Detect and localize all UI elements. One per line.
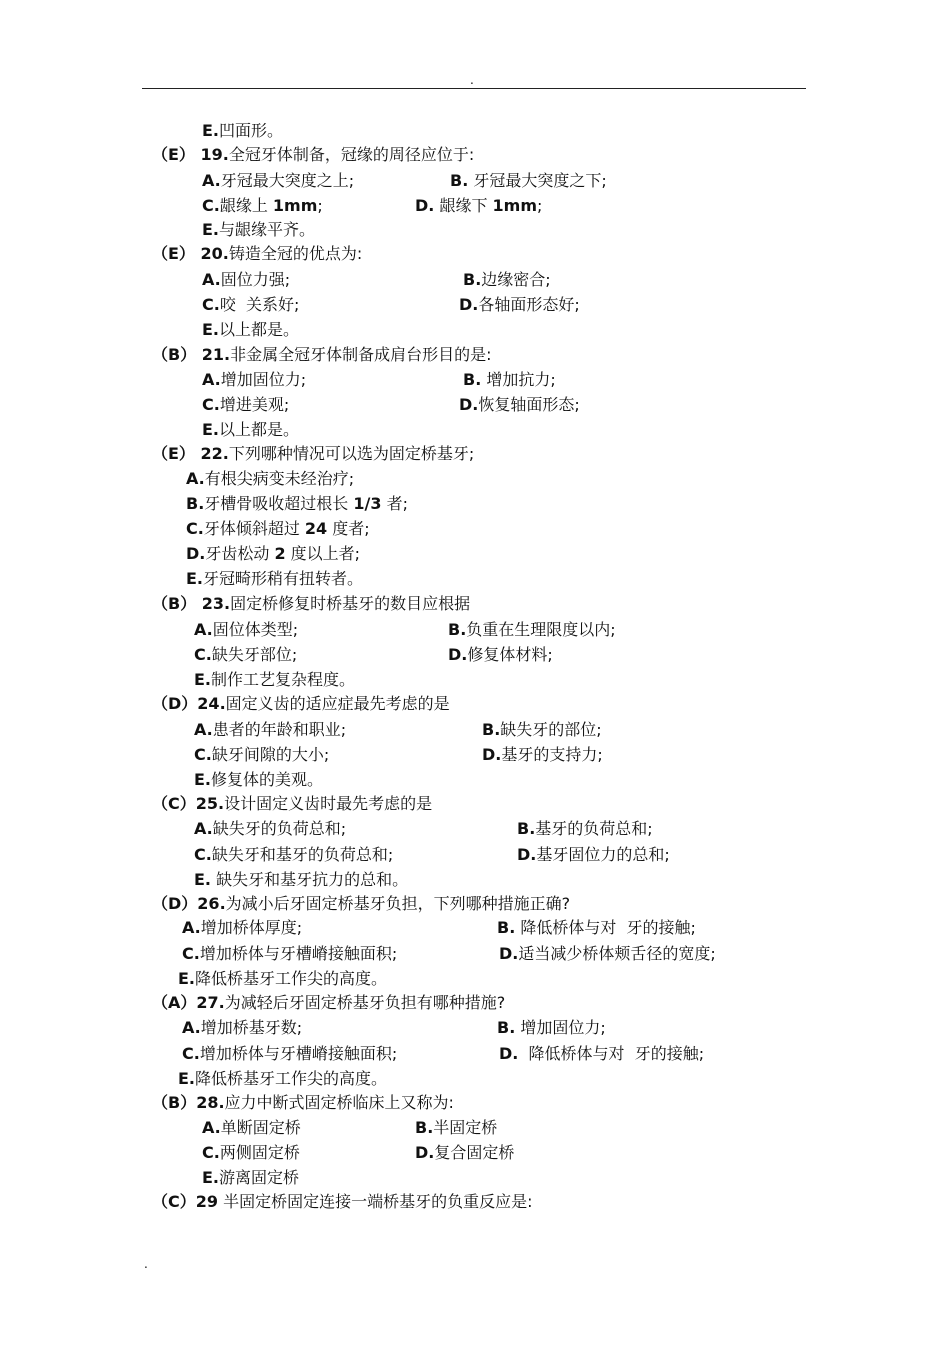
- question-line: [152, 794, 432, 814]
- option-line: [178, 1069, 387, 1089]
- option-line: [497, 918, 696, 938]
- option-line: [202, 420, 299, 440]
- line-text: 凹面形。: [219, 121, 284, 140]
- option-line: [182, 1044, 397, 1064]
- option-line: [186, 569, 363, 589]
- option-line: [448, 645, 553, 665]
- question-line: [152, 345, 492, 365]
- option-line: [202, 320, 299, 340]
- question-line: [152, 145, 474, 165]
- option-label: B.: [450, 171, 469, 190]
- option-line: [202, 121, 283, 141]
- option-label: B.: [448, 620, 467, 639]
- option-line: [186, 469, 354, 489]
- question-number: 27.: [196, 993, 225, 1012]
- option-line: [194, 819, 346, 839]
- option-line: [415, 196, 542, 216]
- line-text: 增进美观;: [219, 395, 290, 414]
- option-line: [202, 395, 289, 415]
- answer-key: （B）: [152, 1093, 197, 1112]
- line-value: 1mm: [272, 196, 318, 215]
- line-text-tail: ;: [537, 196, 543, 215]
- option-label: C.: [186, 519, 204, 538]
- line-text: 负重在生理限度以内;: [466, 620, 616, 639]
- option-label: D.: [186, 544, 206, 563]
- line-value: 2: [274, 544, 286, 563]
- line-text: 应力中断式固定桥临床上又称为:: [224, 1093, 454, 1112]
- option-label: C.: [194, 645, 212, 664]
- line-text: 设计固定义齿时最先考虑的是: [224, 794, 433, 813]
- option-line: [499, 944, 716, 964]
- option-label: D.: [448, 645, 468, 664]
- option-line: [194, 645, 297, 665]
- option-line: [194, 620, 298, 640]
- line-text: 增加桥体厚度;: [200, 918, 303, 937]
- option-label: E.: [178, 1069, 196, 1088]
- line-text: 降低桥基牙工作尖的高度。: [195, 1069, 388, 1088]
- question-number: 29: [195, 1192, 219, 1211]
- header-rule: [142, 88, 806, 89]
- option-label: B.: [463, 270, 482, 289]
- option-line: [202, 171, 354, 191]
- question-number: 23.: [196, 594, 231, 613]
- option-label: C.: [202, 295, 220, 314]
- line-text: 基牙固位力的总和;: [536, 845, 670, 864]
- option-label: D.: [459, 395, 479, 414]
- option-line: [182, 1018, 302, 1038]
- line-text: 全冠牙体制备，冠缘的周径应位于:: [228, 145, 475, 164]
- question-number: 24.: [197, 694, 226, 713]
- option-label: E.: [194, 770, 212, 789]
- line-text: 复合固定桥: [434, 1143, 515, 1162]
- line-text: 半固定桥固定连接一端桥基牙的负重反应是:: [218, 1192, 533, 1211]
- option-label: A.: [202, 270, 221, 289]
- option-line: [186, 519, 370, 539]
- option-label: E.: [186, 569, 204, 588]
- line-text: 游离固定桥: [219, 1168, 300, 1187]
- question-line: [152, 244, 362, 264]
- answer-key: （C）: [152, 794, 196, 813]
- option-line: [202, 270, 290, 290]
- option-label: C.: [202, 196, 220, 215]
- answer-key: （C）: [152, 1192, 196, 1211]
- option-line: [202, 1168, 299, 1188]
- option-label: E.: [202, 121, 220, 140]
- header-dot: .: [470, 73, 474, 87]
- line-text: 牙体倾斜超过: [203, 519, 305, 538]
- option-line: [497, 1018, 606, 1038]
- line-text-tail: 者;: [381, 494, 408, 513]
- option-line: [463, 270, 551, 290]
- option-label: A.: [194, 620, 213, 639]
- question-number: 26.: [197, 894, 226, 913]
- line-text: 缺失牙和基牙的负荷总和;: [211, 845, 394, 864]
- option-line: [202, 370, 306, 390]
- option-label: B.: [497, 918, 516, 937]
- option-label: B.: [482, 720, 501, 739]
- option-line: [186, 494, 408, 514]
- line-text: 缺牙间隙的大小;: [211, 745, 330, 764]
- question-line: [152, 894, 570, 914]
- line-text: 龈缘上: [219, 196, 273, 215]
- line-text-tail: 度者;: [327, 519, 370, 538]
- question-number: 21.: [196, 345, 231, 364]
- option-line: [182, 918, 302, 938]
- option-line: [459, 395, 580, 415]
- answer-key: （D）: [152, 694, 198, 713]
- line-text: 以上都是。: [219, 420, 300, 439]
- option-line: [202, 1143, 300, 1163]
- answer-key: （E）: [152, 244, 195, 263]
- option-label: B.: [517, 819, 536, 838]
- option-label: A.: [202, 1118, 221, 1137]
- option-line: [194, 870, 408, 890]
- line-text: 增加固位力;: [220, 370, 307, 389]
- line-text: 两侧固定桥: [219, 1143, 300, 1162]
- line-text: 固位力强;: [220, 270, 291, 289]
- question-line: [152, 594, 470, 614]
- option-line: [448, 620, 616, 640]
- question-number: 22.: [194, 444, 229, 463]
- option-line: [450, 171, 607, 191]
- option-label: C.: [182, 944, 200, 963]
- option-line: [517, 819, 653, 839]
- option-line: [463, 370, 556, 390]
- line-text: 以上都是。: [219, 320, 300, 339]
- line-text: 铸造全冠的优点为:: [228, 244, 363, 263]
- line-text: 降低桥体与对 牙的接触;: [515, 918, 696, 937]
- option-label: A.: [194, 819, 213, 838]
- line-text: 牙冠最大突度之下;: [468, 171, 607, 190]
- line-text: 适当减少桥体颊舌径的宽度;: [518, 944, 716, 963]
- option-label: E.: [202, 1168, 220, 1187]
- option-line: [499, 1044, 704, 1064]
- option-line: [482, 745, 603, 765]
- option-label: D.: [517, 845, 537, 864]
- option-label: C.: [194, 845, 212, 864]
- line-text: 恢复轴面形态;: [478, 395, 580, 414]
- option-label: C.: [202, 1143, 220, 1162]
- option-line: [415, 1118, 497, 1138]
- line-text: 牙齿松动: [205, 544, 275, 563]
- option-line: [415, 1143, 514, 1163]
- option-line: [194, 670, 355, 690]
- option-line: [202, 1118, 301, 1138]
- line-text-tail: 度以上者;: [285, 544, 361, 563]
- option-line: [517, 845, 670, 865]
- line-text: 基牙的负荷总和;: [535, 819, 653, 838]
- line-text: 固位体类型;: [212, 620, 299, 639]
- line-text: 龈缘下: [434, 196, 493, 215]
- answer-key: （A）: [152, 993, 197, 1012]
- line-text: 下列哪种情况可以选为固定桥基牙;: [228, 444, 475, 463]
- option-label: E.: [194, 870, 212, 889]
- option-line: [186, 544, 360, 564]
- question-line: [152, 1192, 533, 1212]
- line-text: 增加抗力;: [481, 370, 556, 389]
- option-line: [202, 196, 323, 216]
- question-line: [152, 444, 474, 464]
- option-line: [202, 295, 299, 315]
- option-label: A.: [182, 918, 201, 937]
- line-text: 缺失牙部位;: [211, 645, 298, 664]
- line-text: 增加桥体与牙槽嵴接触面积;: [199, 1044, 398, 1063]
- answer-key: （E）: [152, 444, 195, 463]
- option-label: E.: [194, 670, 212, 689]
- option-line: [202, 220, 315, 240]
- question-number: 28.: [196, 1093, 225, 1112]
- option-label: B.: [463, 370, 482, 389]
- option-label: A.: [182, 1018, 201, 1037]
- line-text: 修复体材料;: [467, 645, 553, 664]
- line-text: 牙槽骨吸收超过根长: [204, 494, 354, 513]
- line-text: 边缘密合;: [481, 270, 551, 289]
- question-line: [152, 1093, 454, 1113]
- line-text: 固定桥修复时桥基牙的数目应根据: [230, 594, 471, 613]
- line-text: 降低桥基牙工作尖的高度。: [195, 969, 388, 988]
- option-label: B.: [497, 1018, 516, 1037]
- question-line: [152, 694, 450, 714]
- line-text: 为减轻后牙固定桥基牙负担有哪种措施?: [224, 993, 506, 1012]
- option-label: D.: [459, 295, 479, 314]
- line-text: 增加固位力;: [515, 1018, 606, 1037]
- question-number: 25.: [195, 794, 225, 813]
- option-line: [194, 845, 393, 865]
- option-label: B.: [415, 1118, 434, 1137]
- option-label: C.: [202, 395, 220, 414]
- option-label: D.: [499, 1044, 519, 1063]
- option-label: E.: [202, 220, 220, 239]
- option-label: A.: [202, 370, 221, 389]
- option-label: A.: [202, 171, 221, 190]
- line-text: 修复体的美观。: [211, 770, 324, 789]
- line-text: 咬 关系好;: [219, 295, 300, 314]
- option-line: [194, 745, 329, 765]
- line-text: 缺失牙和基牙抗力的总和。: [211, 870, 409, 889]
- option-label: C.: [194, 745, 212, 764]
- line-text: 固定义齿的适应症最先考虑的是: [225, 694, 450, 713]
- line-value: 1mm: [492, 196, 538, 215]
- answer-key: （B）: [152, 345, 197, 364]
- option-line: [482, 720, 602, 740]
- option-line: [182, 944, 397, 964]
- answer-key: （D）: [152, 894, 198, 913]
- line-text: 有根尖病变未经治疗;: [204, 469, 355, 488]
- option-label: E.: [202, 320, 220, 339]
- line-text: 增加桥基牙数;: [200, 1018, 303, 1037]
- line-value: 1/3: [353, 494, 382, 513]
- question-line: [152, 993, 505, 1013]
- line-text: 制作工艺复杂程度。: [211, 670, 356, 689]
- option-line: [194, 770, 323, 790]
- line-text: 降低桥体与对 牙的接触;: [518, 1044, 705, 1063]
- line-text: 与龈缘平齐。: [219, 220, 316, 239]
- line-text: 缺失牙的负荷总和;: [212, 819, 347, 838]
- question-number: 19.: [194, 145, 229, 164]
- option-label: D.: [499, 944, 519, 963]
- line-text: 牙冠最大突度之上;: [220, 171, 355, 190]
- line-text: 患者的年龄和职业;: [212, 720, 347, 739]
- option-label: D.: [482, 745, 502, 764]
- option-label: A.: [186, 469, 205, 488]
- line-text: 牙冠畸形稍有扭转者。: [203, 569, 364, 588]
- line-text: 基牙的支持力;: [501, 745, 603, 764]
- option-line: [178, 969, 387, 989]
- line-value: 24: [304, 519, 328, 538]
- line-text: 各轴面形态好;: [478, 295, 580, 314]
- line-text: 单断固定桥: [220, 1118, 301, 1137]
- option-label: E.: [202, 420, 220, 439]
- line-text: 缺失牙的部位;: [500, 720, 602, 739]
- option-line: [459, 295, 580, 315]
- option-label: D.: [415, 1143, 435, 1162]
- footer-dot: .: [144, 1257, 148, 1271]
- answer-key: （E）: [152, 145, 195, 164]
- option-label: E.: [178, 969, 196, 988]
- line-text: 非金属全冠牙体制备成肩台形目的是:: [230, 345, 492, 364]
- option-label: A.: [194, 720, 213, 739]
- question-number: 20.: [194, 244, 229, 263]
- line-text: 增加桥体与牙槽嵴接触面积;: [199, 944, 398, 963]
- line-text: 为减小后牙固定桥基牙负担，下列哪种措施正确?: [225, 894, 571, 913]
- line-text-tail: ;: [317, 196, 323, 215]
- option-label: B.: [186, 494, 205, 513]
- option-label: D.: [415, 196, 435, 215]
- line-text: 半固定桥: [433, 1118, 498, 1137]
- answer-key: （B）: [152, 594, 197, 613]
- option-label: C.: [182, 1044, 200, 1063]
- option-line: [194, 720, 346, 740]
